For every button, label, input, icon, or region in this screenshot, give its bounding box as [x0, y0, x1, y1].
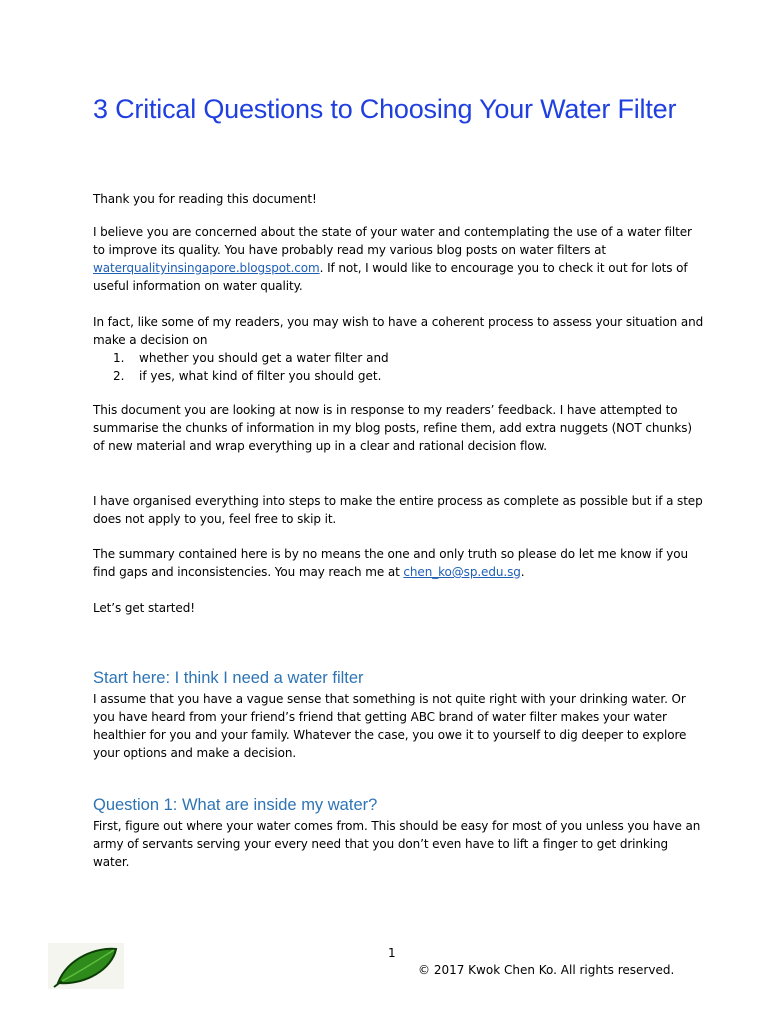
- list-number: 2.: [113, 369, 125, 383]
- leaf-icon: [48, 943, 124, 989]
- thanks-paragraph: Thank you for reading this document!: [93, 192, 317, 206]
- section-heading-question-1: Question 1: What are inside my water?: [93, 796, 378, 814]
- steps-paragraph: I have organised everything into steps to make the entire process as complete as possible but if a step does not apply to you, feel free to skip it.: [93, 494, 703, 526]
- section-heading-start-here: Start here: I think I need a water filter: [93, 669, 364, 687]
- feedback-paragraph: This document you are looking at now is in response to my readers’ feedback. I have attempted to summarise the chunks of information in my blog posts, refine them, add extra nuggets (NOT chunks) of new material and wrap everything up in a clear and rational decision flow.: [93, 403, 692, 453]
- process-paragraph: In fact, like some of my readers, you may wish to have a coherent process to assess your situation and make a decision on: [93, 315, 704, 347]
- blog-link[interactable]: waterqualityinsingapore.blogspot.com: [93, 261, 320, 275]
- section-question-1-text: First, figure out where your water comes from. This should be easy for most of you unless you have an army of servants serving your every need that you don’t even have to lift a finger to get drinking water.: [93, 819, 701, 869]
- intro-text-end: . If not, I would like to encourage you to check it out for lots of useful information on water quality.: [93, 261, 688, 293]
- contact-text-end: .: [520, 565, 525, 579]
- list-number: 1.: [113, 351, 125, 365]
- contact-text: The summary contained here is by no means the one and only truth so please do let me know if you find gaps and inconsistencies. You may reach me at: [93, 547, 688, 579]
- copyright-notice: © 2017 Kwok Chen Ko. All rights reserved.: [418, 963, 675, 977]
- decision-list: [113, 349, 389, 385]
- lets-start-text: Let’s get started!: [93, 601, 195, 615]
- list-item: [113, 349, 389, 367]
- footer-logo: [48, 943, 124, 989]
- list-text: whether you should get a water filter and: [139, 351, 389, 365]
- contact-paragraph: [93, 545, 705, 581]
- page-number: 1: [388, 946, 396, 960]
- email-link[interactable]: chen_ko@sp.edu.sg: [403, 565, 521, 579]
- intro-text-start: I believe you are concerned about the state of your water and contemplating the use of a water filter to improve its quality. You have probably read my various blog posts on water filters at: [93, 225, 692, 257]
- document-title: 3 Critical Questions to Choosing Your Water Filter: [93, 94, 677, 124]
- list-text: if yes, what kind of filter you should get.: [139, 369, 382, 383]
- section-start-here-text: I assume that you have a vague sense that something is not quite right with your drinking water. Or you have heard from your friend’s friend that getting ABC brand of water filter makes your water healthier for you and your family. Whatever the case, you owe it to yourself to dig deeper to explore your options and make a decision.: [93, 692, 687, 760]
- list-item: [113, 367, 389, 385]
- intro-paragraph: [93, 223, 705, 295]
